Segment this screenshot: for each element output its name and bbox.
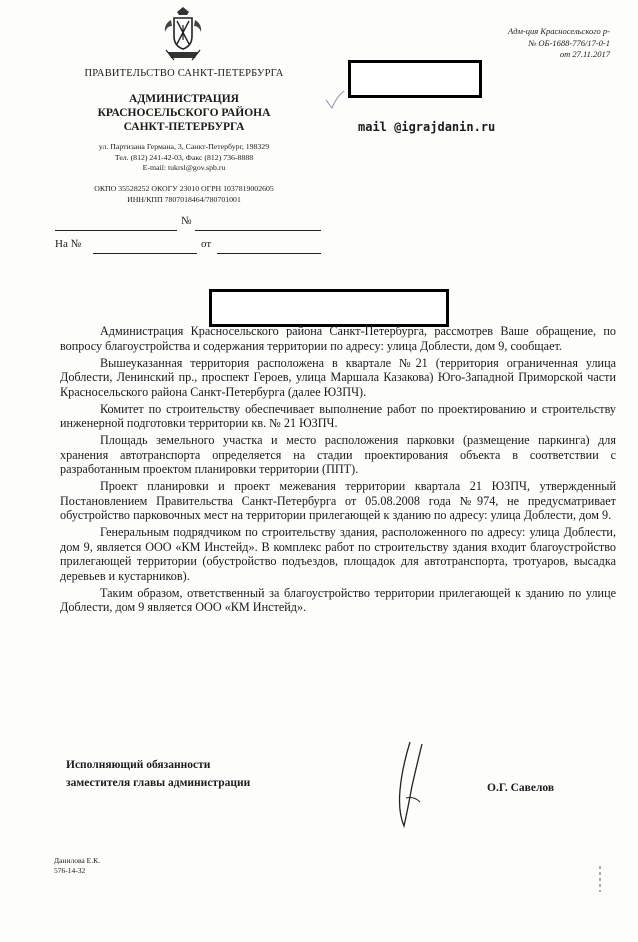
paragraph-4: Площадь земельного участка и место расположения парковки (размещение паркинга) для хранения автотранспорта определяется на стадии проектирования объекта в соответствии с разработанным проектом планировки территории (ППТ). (60, 433, 616, 476)
signatory-name: О.Г. Савелов (487, 782, 555, 794)
email: E-mail: tukrsl@gov.spb.ru (142, 163, 226, 172)
signatory-title (66, 756, 250, 792)
stamp-line-2: № ОБ-1688-776/17-0-1 (528, 37, 610, 48)
executor-name: Данилова Е.К. (54, 856, 100, 865)
reference-number-line (55, 238, 325, 254)
registration-stamp (448, 26, 610, 61)
phone-fax: Тел. (812) 241-42-03, Факс (812) 736-8888 (114, 152, 254, 162)
check-mark-icon (322, 88, 348, 114)
stamp-line-3: от 27.11.2017 (559, 49, 610, 59)
outgoing-number-line (55, 215, 325, 231)
on-number-label: На № (55, 238, 82, 250)
address: ул. Партизана Германа, 3, Санкт-Петербург, 198329 (98, 142, 270, 151)
admin-line-2: КРАСНОСЕЛЬСКОГО РАЙОНА (97, 107, 271, 119)
redacted-salutation (209, 289, 449, 327)
government-title: ПРАВИТЕЛЬСТВО САНКТ-ПЕТЕРБУРГА (84, 68, 284, 79)
admin-line-1: АДМИНИСТРАЦИЯ (129, 93, 239, 105)
paragraph-6: Генеральным подрядчиком по строительству здания, расположенного по адресу: улица Доблести, дом 9, является ООО «КМ Инстейд». В комплекс работ по строительству здания входит благоустройство прилегающей территории (обустройство подъездов, площадок для автотранспорта, тротуаров, высадка деревьев и кустарников). (60, 525, 616, 583)
signatory-title-line-1: Исполняющий обязанности (66, 759, 211, 771)
okpo-codes: ОКПО 35528252 ОКОГУ 23010 ОГРН 1037819002605 (94, 184, 274, 193)
executor-block (54, 856, 100, 876)
registry-codes (78, 184, 290, 205)
executor-phone: 576-14-32 (54, 866, 86, 875)
paragraph-7: Таким образом, ответственный за благоустройство территории прилегающей к зданию по улице Доблести, дом 9 является ООО «КМ Инстейд». (60, 585, 616, 614)
signatory-title-line-2: заместителя главы администрации (66, 777, 251, 789)
redacted-recipient-name (348, 60, 482, 98)
paragraph-3: Комитет по строительству обеспечивает выполнение работ по проектированию и строительству инженерной подготовки территории кв. № 21 ЮЗПЧ. (60, 401, 616, 430)
number-sign: № (181, 215, 192, 227)
contact-block (78, 142, 290, 174)
paragraph-5: Проект планировки и проект межевания территории квартала 21 ЮЗПЧ, утвержденный Постановлением Правительства Санкт-Петербурга от 05.08.2008 года №974, не предусматривает обустройство парковочных мест на территории прилегающей к зданию по адресу: улица Доблести, дом 9. (60, 479, 616, 522)
paragraph-2: Вышеуказанная территория расположена в квартале №21 (территория ограниченная улица Доблести, Ленинский пр., проспект Героев, улица Маршала Казакова) Юго-Западной Приморской части Красносельского района Санкт-Петербурга (далее ЮЗПЧ). (60, 355, 616, 399)
admin-line-3: САНКТ-ПЕТЕРБУРГА (123, 121, 245, 133)
inn-kpp: ИНН/КПП 7807018464/780701001 (127, 194, 241, 204)
stamp-line-1: Адм-ция Красносельского р- (508, 26, 610, 36)
paragraph-1: Администрация Красносельского района Санкт-Петербурга, рассмотрев Ваше обращение, по вопросу благоустройства и содержания территории по адресу: улица Доблести, дом 9, сообщает. (60, 324, 616, 353)
handwritten-signature (388, 738, 432, 834)
from-label: от (201, 238, 212, 250)
letter-body (60, 324, 616, 617)
scan-edge-mark (598, 866, 602, 892)
coat-of-arms-emblem (160, 6, 206, 62)
administration-title (78, 92, 290, 134)
recipient-email: mail @igrajdanin.ru (358, 120, 496, 134)
